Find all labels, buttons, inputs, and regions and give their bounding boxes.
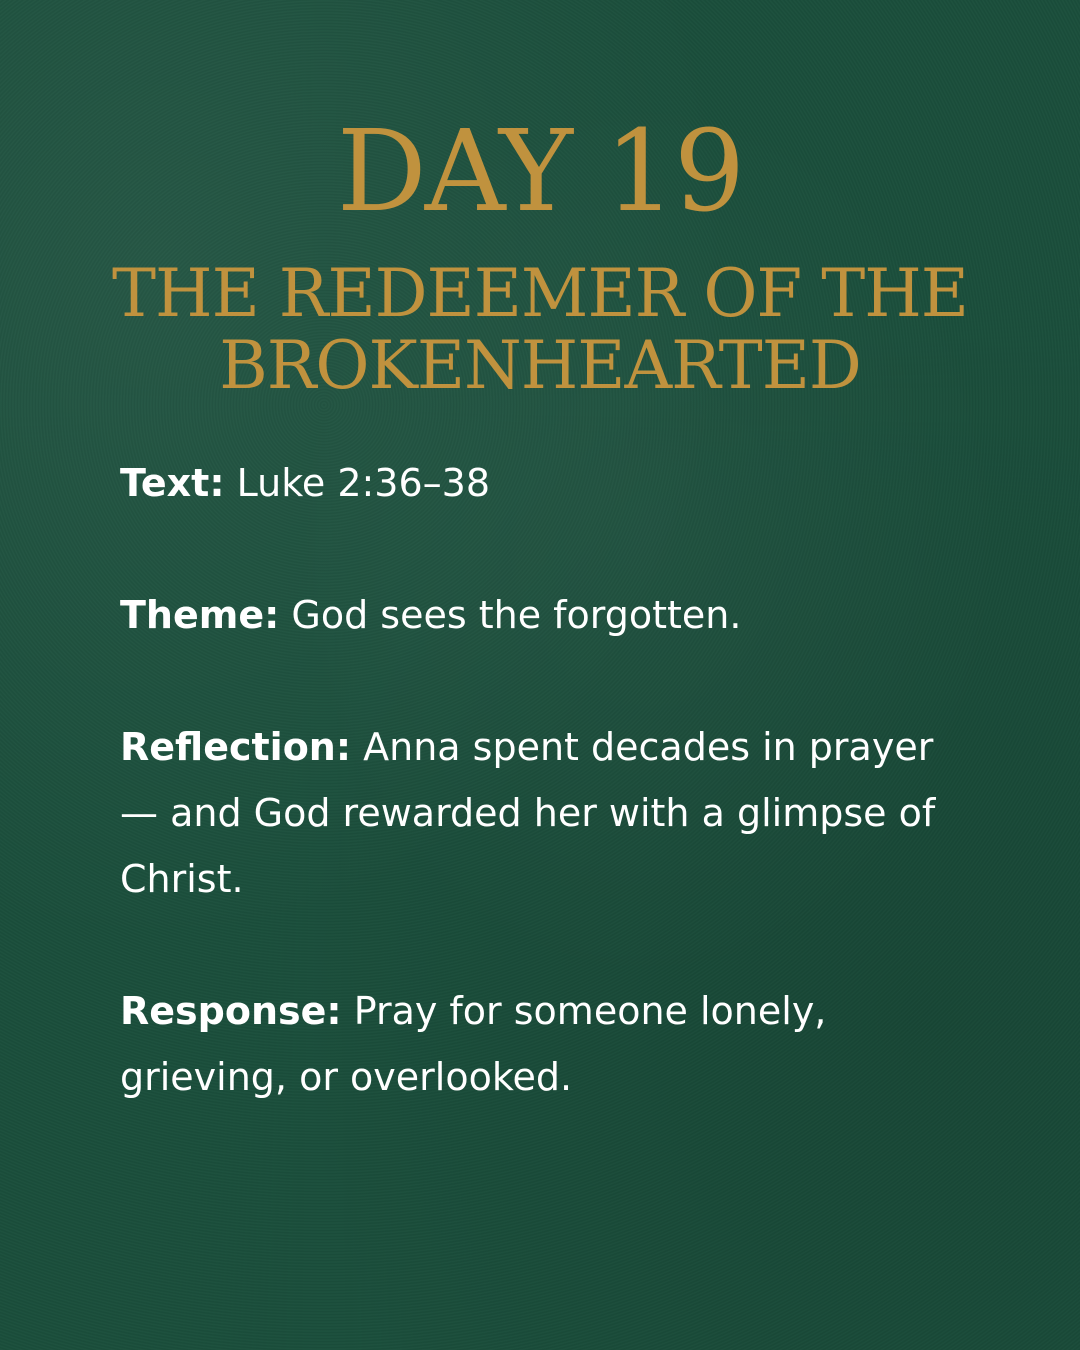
day-title: DAY 19 — [336, 107, 744, 237]
entry-label: Theme: — [120, 593, 280, 637]
entry-value: God sees the forgotten. — [291, 593, 742, 637]
entry-value: Pray for someone lonely, grieving, or overlooked. — [120, 989, 827, 1099]
entry-value: Anna spent decades in prayer — and God rewarded her with a glimpse of Christ. — [120, 725, 936, 901]
entry-label: Reflection: — [120, 725, 352, 769]
entry-value: Luke 2:36–38 — [236, 461, 491, 505]
entry-label: Text: — [120, 461, 225, 505]
devotional-subtitle: THE REDEEMER OF THE BROKENHEARTED — [112, 255, 968, 404]
entry-text — [120, 450, 960, 516]
entry-response — [120, 978, 960, 1110]
devotional-content — [120, 450, 960, 1176]
header — [0, 107, 1080, 404]
entry-label: Response: — [120, 989, 342, 1033]
entry-theme — [120, 582, 960, 648]
entry-reflection — [120, 714, 960, 912]
